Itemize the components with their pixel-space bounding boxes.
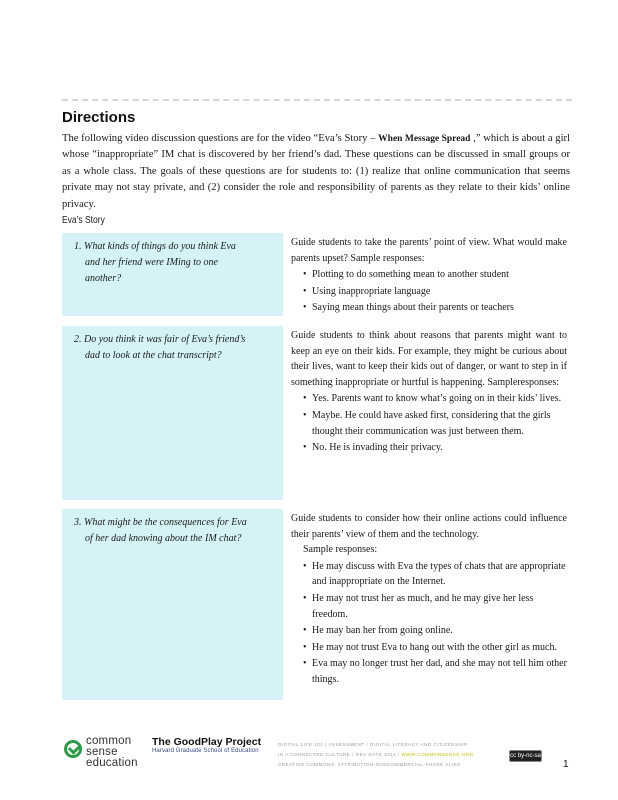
response-item: • He may discuss with Eva the types of chats that are appropriate and inappropriate on the Internet. [303, 559, 567, 590]
logo-text: common [86, 735, 132, 747]
response-item: • Using inappropriate language [303, 284, 567, 300]
creative-commons-icon: cc by-nc-sa [509, 750, 542, 762]
legal-line: DIGITAL LIFE 101 / ASSESSMENT / DIGITAL LITERACY AND CITIZENSHIP [278, 742, 468, 747]
response-item: • Saying mean things about their parents or teachers [303, 300, 567, 316]
legal-text [278, 740, 500, 770]
question-line: 1. What kinds of things do you think Eva [74, 241, 236, 252]
intro-video-title: When Message Spread [378, 134, 471, 144]
question-line: dad to look at the chat transcript? [85, 350, 222, 361]
question-line: another? [85, 273, 122, 284]
question-line: and her friend were IMing to one [85, 257, 218, 268]
website-link[interactable]: WWW.COMMONSENSE.ORG [401, 752, 474, 757]
page-number: 1 [563, 759, 569, 770]
answer-block [291, 511, 567, 689]
answer-block [291, 328, 567, 457]
intro-text-before: The following video discussion questions are for the video “Eva’s Story – [62, 133, 379, 144]
response-item: • He may not trust Eva to hang out with the other girl as much. [303, 640, 567, 656]
response-item: • No. He is invading their privacy. [303, 440, 567, 456]
sample-label: Sample responses: [303, 544, 378, 556]
page-footer [0, 730, 618, 800]
response-item: • Yes. Parents want to know what’s going on in their kids’ lives. [303, 391, 567, 407]
checkmark-icon [64, 740, 82, 758]
question-line: of her dad knowing about the IM chat? [85, 533, 242, 544]
guide-text: Guide students to think about reasons that parents might want to keep an eye on their kids. For example, they might be curious about their lives, want to keep their kids out of danger, or want to step in if something inappropriate or hurtful is happening. Sampleresponses: [291, 330, 567, 388]
question-line: 3. What might be the consequences for Eva [74, 517, 247, 528]
page-title: Directions [62, 109, 136, 126]
answer-block [291, 235, 567, 317]
goodplay-logo [152, 736, 270, 754]
goodplay-title: The GoodPlay Project [152, 736, 262, 748]
legal-line: IN A CONNECTED CULTURE / REV DATE 2011 / [278, 752, 402, 757]
response-list [291, 267, 567, 316]
question-line: 2. Do you think it was fair of Eva’s friend’s [74, 334, 246, 345]
response-item: • Plotting to do something mean to another student [303, 267, 567, 283]
response-item: • He may not trust her as much, and he may give her less freedom. [303, 591, 567, 622]
legal-line: CREATIVE COMMONS: ATTRIBUTION-NONCOMMERCIAL-SHARE ALIKE [278, 762, 461, 767]
common-sense-logo [64, 736, 144, 776]
section-heading: Eva’s Story [62, 215, 105, 226]
guide-text: Guide students to consider how their online actions could influence their parents’ view of them and the technology. [291, 513, 567, 540]
response-item: • Eva may no longer trust her dad, and she may not tell him other things. [303, 656, 567, 687]
question-box [62, 509, 283, 700]
header-rule [62, 99, 572, 101]
response-item: • Maybe. He could have asked first, considering that the girls thought their communication was just between them. [303, 408, 567, 439]
response-list [291, 559, 567, 688]
guide-text: Guide students to take the parents’ point of view. What would make parents upset? Sample responses: [291, 237, 567, 264]
response-item: • He may ban her from going online. [303, 623, 567, 639]
goodplay-subtitle: Harvard Graduate School of Education [152, 748, 259, 754]
question-box [62, 326, 283, 500]
intro-paragraph [62, 131, 570, 213]
response-list [291, 391, 567, 455]
question-box [62, 233, 283, 316]
intro-text-after: ,” which is about a girl whose “inappropriate” IM chat is discovered by her friend’s dad. These questions can be discussed in small groups or as a whole class. The goals of these questions are for students to: (1) realize that online communication that seems private may not stay private, and (2) consider the role and responsibility of parents as they relate to their kids’ online privacy. [62, 133, 570, 210]
logo-text: education [86, 757, 138, 769]
logo-text: sense [86, 746, 118, 758]
